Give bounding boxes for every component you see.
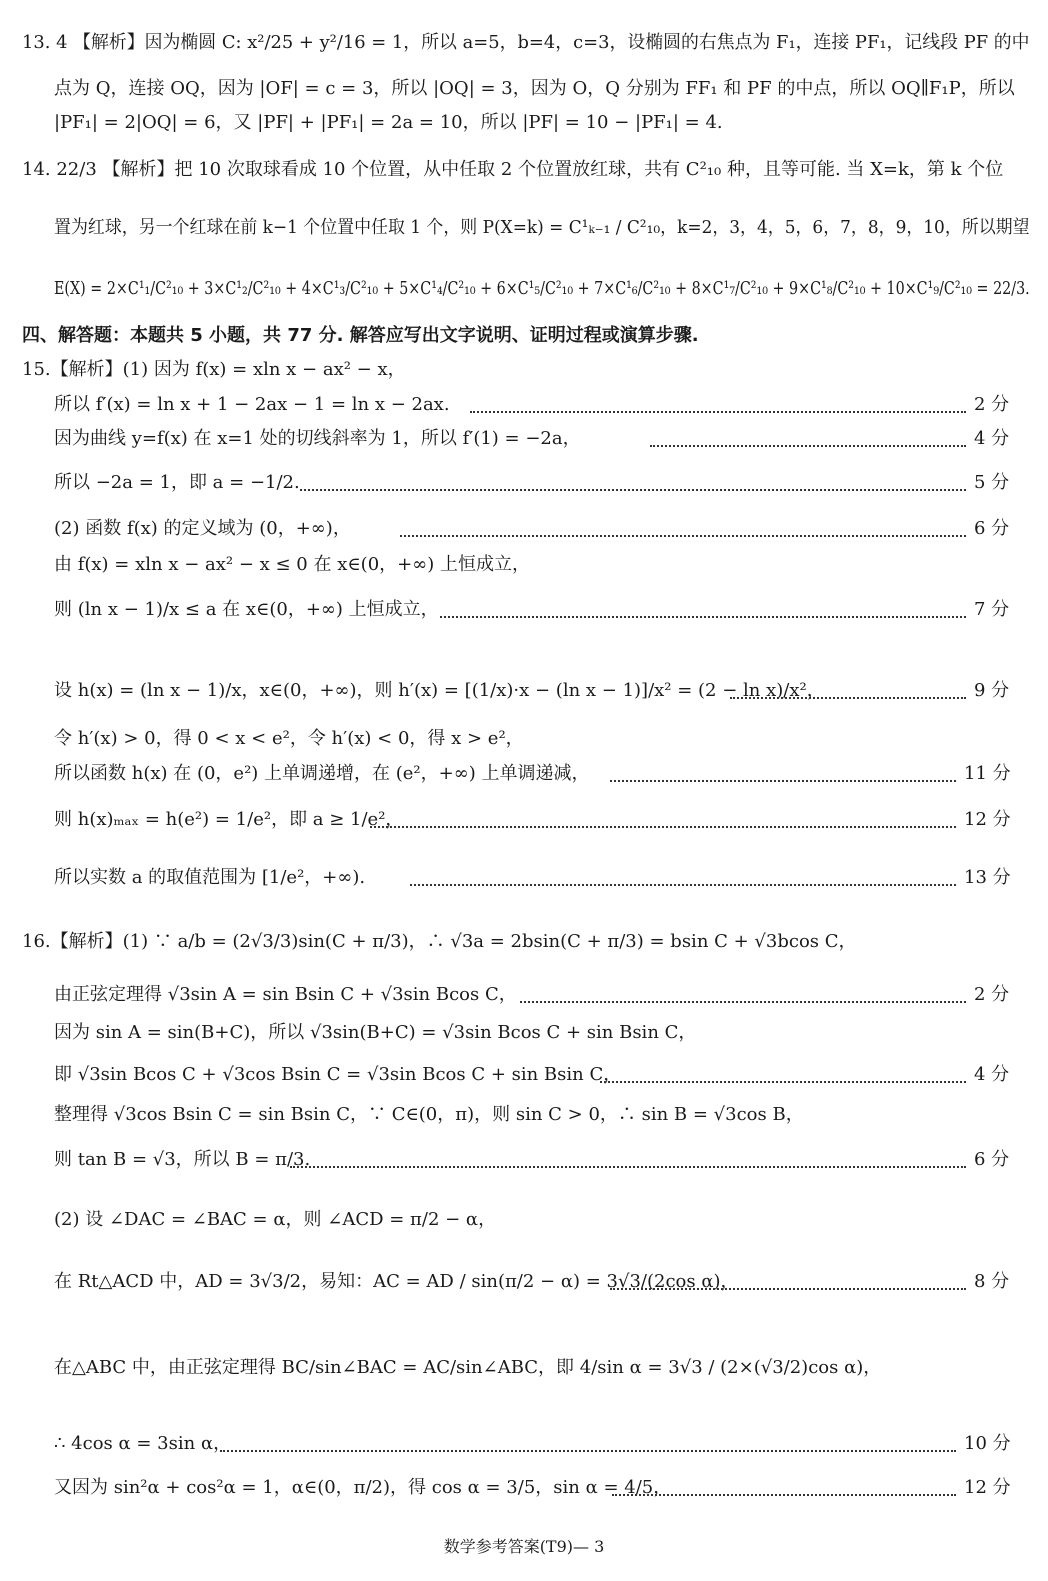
- score-marker: 5 分: [974, 472, 1010, 493]
- page-footer: 数学参考答案(T9)— 3: [443, 1537, 605, 1556]
- answer-15-line-3: 因为曲线 y=f(x) 在 x=1 处的切线斜率为 1，所以 f′(1) = −2a，: [54, 428, 581, 449]
- answer-16-line-9: 在△ABC 中，由正弦定理得 BC/sin∠BAC = AC/sin∠ABC，即 4/sin α = 3√3 / (2×(√3/2)cos α)，: [54, 1357, 882, 1378]
- dot-leader: [300, 489, 966, 491]
- dot-leader: [610, 780, 956, 782]
- score-marker: 12 分: [964, 809, 1011, 830]
- answer-15-line-11: 则 h(x)ₘₐₓ = h(e²) = 1/e²，即 a ≥ 1/e²，: [54, 809, 404, 830]
- answer-15-line-10: 所以函数 h(x) 在 (0，e²) 上单调递增，在 (e²，+∞) 上单调递减，: [54, 763, 590, 784]
- score-marker: 9 分: [974, 680, 1010, 701]
- answer-16-line-8: 在 Rt△ACD 中，AD = 3√3/2，易知：AC = AD / sin(π/2 − α) = 3√3/(2cos α)，: [54, 1271, 739, 1292]
- answer-16-line-11: 又因为 sin²α + cos²α = 1，α∈(0，π/2)，得 cos α = 3/5，sin α = 4/5，: [54, 1477, 672, 1498]
- dot-leader: [400, 535, 966, 537]
- answer-15-line-6: 由 f(x) = xln x − ax² − x ≤ 0 在 x∈(0，+∞) 上恒成立，: [54, 554, 530, 575]
- section-heading: 四、解答题：本题共 5 小题，共 77 分. 解答应写出文字说明、证明过程或演算步骤.: [22, 325, 699, 346]
- dot-leader: [470, 411, 966, 413]
- answer-15-line-9: 令 h′(x) > 0，得 0 < x < e²，令 h′(x) < 0，得 x > e²，: [54, 728, 524, 749]
- score-marker: 4 分: [974, 428, 1010, 449]
- answer-14-expectation: E(X) = 2×C¹₁/C²₁₀ + 3×C¹₂/C²₁₀ + 4×C¹₃/C²₁₀ + 5×C¹₄/C²₁₀ + 6×C¹₅/C²₁₀ + 7×C¹₆/C²₁₀ + 8×C¹₇/C²₁₀ + 9×C¹₈/C²₁₀ + 10×C¹₉/C²₁₀ = 22/3.: [54, 278, 1030, 299]
- dot-leader: [220, 1450, 956, 1452]
- answer-15-line-5: (2) 函数 f(x) 的定义域为 (0，+∞)，: [54, 518, 351, 539]
- answer-14-line-1: 14. 22/3 【解析】把 10 次取球看成 10 个位置，从中任取 2 个位置放红球，共有 C²₁₀ 种，且等可能. 当 X=k，第 k 个位: [22, 159, 1004, 180]
- answer-15-line-7: 则 (ln x − 1)/x ≤ a 在 x∈(0，+∞) 上恒成立，: [54, 599, 439, 620]
- answer-16-line-2: 由正弦定理得 √3sin A = sin Bsin C + √3sin Bcos C，: [54, 984, 517, 1005]
- answer-15-line-4: 所以 −2a = 1，即 a = −1/2.: [54, 472, 300, 493]
- answer-16-line-10: ∴ 4cos α = 3sin α，: [54, 1433, 232, 1454]
- score-marker: 8 分: [974, 1271, 1010, 1292]
- answer-15-line-2: 所以 f′(x) = ln x + 1 − 2ax − 1 = ln x − 2ax.: [54, 394, 450, 415]
- score-marker: 12 分: [964, 1477, 1011, 1498]
- score-marker: 6 分: [974, 518, 1010, 539]
- dot-leader: [290, 1166, 966, 1168]
- answer-15-line-12: 所以实数 a 的取值范围为 [1/e²，+∞).: [54, 867, 366, 888]
- dot-leader: [410, 884, 956, 886]
- answer-13-line-2: 点为 Q，连接 OQ，因为 |OF| = c = 3，所以 |OQ| = 3，因为 O，Q 分别为 FF₁ 和 PF 的中点，所以 OQ∥F₁P，所以: [54, 78, 1015, 99]
- answer-15-line-8: 设 h(x) = (ln x − 1)/x，x∈(0，+∞)，则 h′(x) = [(1/x)·x − (ln x − 1)]/x² = (2 − ln x)/x²，: [54, 680, 825, 701]
- dot-leader: [370, 826, 956, 828]
- dot-leader: [610, 1288, 966, 1290]
- answer-13-line-1: 13. 4 【解析】因为椭圆 C: x²/25 + y²/16 = 1，所以 a=5，b=4，c=3，设椭圆的右焦点为 F₁，连接 PF₁，记线段 PF 的中: [22, 32, 1030, 53]
- answer-16-line-6: 则 tan B = √3，所以 B = π/3.: [54, 1149, 311, 1170]
- score-marker: 4 分: [974, 1064, 1010, 1085]
- dot-leader: [520, 1001, 966, 1003]
- answer-16-line-3: 因为 sin A = sin(B+C)，所以 √3sin(B+C) = √3sin Bcos C + sin Bsin C，: [54, 1022, 697, 1043]
- dot-leader: [730, 697, 966, 699]
- dot-leader: [600, 1081, 966, 1083]
- score-marker: 11 分: [964, 763, 1011, 784]
- answer-14-line-2: 置为红球，另一个红球在前 k−1 个位置中任取 1 个，则 P(X=k) = C¹ₖ₋₁ / C²₁₀，k=2，3，4，5，6，7，8，9，10，所以期望: [54, 217, 1030, 238]
- dot-leader: [650, 445, 966, 447]
- dot-leader: [612, 1494, 956, 1496]
- dot-leader: [440, 616, 966, 618]
- score-marker: 7 分: [974, 599, 1010, 620]
- answer-16-line-4: 即 √3sin Bcos C + √3cos Bsin C = √3sin Bcos C + sin Bsin C，: [54, 1064, 622, 1085]
- answer-16-line-7: (2) 设 ∠DAC = ∠BAC = α，则 ∠ACD = π/2 − α，: [54, 1209, 497, 1230]
- score-marker: 10 分: [964, 1433, 1011, 1454]
- answer-15-line-1: 15.【解析】(1) 因为 f(x) = xln x − ax² − x，: [22, 359, 406, 380]
- answer-16-line-5: 整理得 √3cos Bsin C = sin Bsin C，∵ C∈(0，π)，则 sin C > 0，∴ sin B = √3cos B，: [54, 1104, 804, 1125]
- answer-13-line-3: |PF₁| = 2|OQ| = 6，又 |PF| + |PF₁| = 2a = 10，所以 |PF| = 10 − |PF₁| = 4.: [54, 112, 723, 133]
- score-marker: 13 分: [964, 867, 1011, 888]
- score-marker: 2 分: [974, 394, 1010, 415]
- score-marker: 2 分: [974, 984, 1010, 1005]
- answer-16-line-1: 16.【解析】(1) ∵ a/b = (2√3/3)sin(C + π/3)，∴ √3a = 2bsin(C + π/3) = bsin C + √3bcos C，: [22, 931, 857, 952]
- score-marker: 6 分: [974, 1149, 1010, 1170]
